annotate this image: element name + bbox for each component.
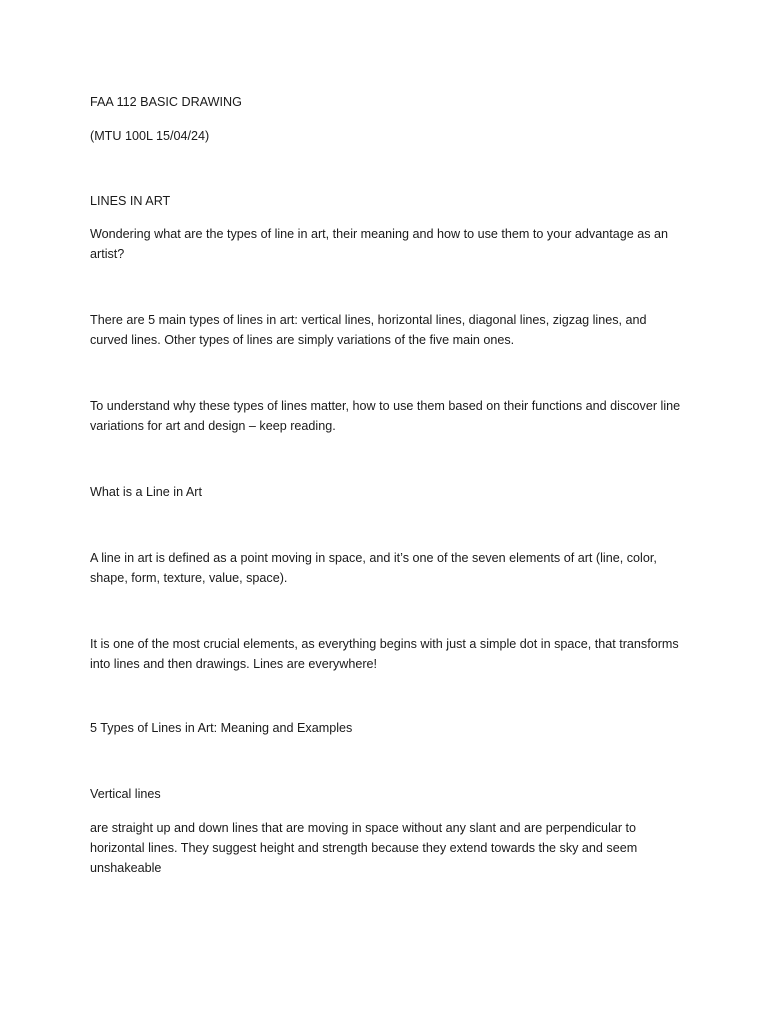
- what-is-heading: What is a Line in Art: [90, 485, 202, 499]
- intro-paragraph: Wondering what are the types of line in art, their meaning and how to use them to your advantage as an artist?: [90, 227, 669, 261]
- crucial-paragraph: It is one of the most crucial elements, as everything begins with just a simple dot in space, that transforms into lines and then drawings. Lines are everywhere!: [90, 637, 679, 671]
- course-meta: (MTU 100L 15/04/24): [90, 129, 210, 143]
- section-heading: LINES IN ART: [90, 194, 171, 208]
- understand-paragraph: To understand why these types of lines matter, how to use them based on their functions and discover line variations for art and design – keep reading.: [90, 399, 681, 433]
- course-title: FAA 112 BASIC DRAWING: [90, 95, 242, 109]
- vertical-lines-paragraph: are straight up and down lines that are moving in space without any slant and are perpendicular to horizontal lines. They suggest height and strength because they extend towards the sky and seem unshakeable: [90, 821, 638, 875]
- vertical-lines-heading: Vertical lines: [90, 787, 161, 801]
- types-overview-paragraph: There are 5 main types of lines in art: vertical lines, horizontal lines, diagonal lines, zigzag lines, and curved lines. Other types of lines are simply variations of the five main ones.: [90, 313, 647, 347]
- types-heading: 5 Types of Lines in Art: Meaning and Examples: [90, 721, 353, 735]
- definition-paragraph: A line in art is defined as a point moving in space, and it’s one of the seven elements of art (line, color, shape, form, texture, value, space).: [90, 551, 657, 585]
